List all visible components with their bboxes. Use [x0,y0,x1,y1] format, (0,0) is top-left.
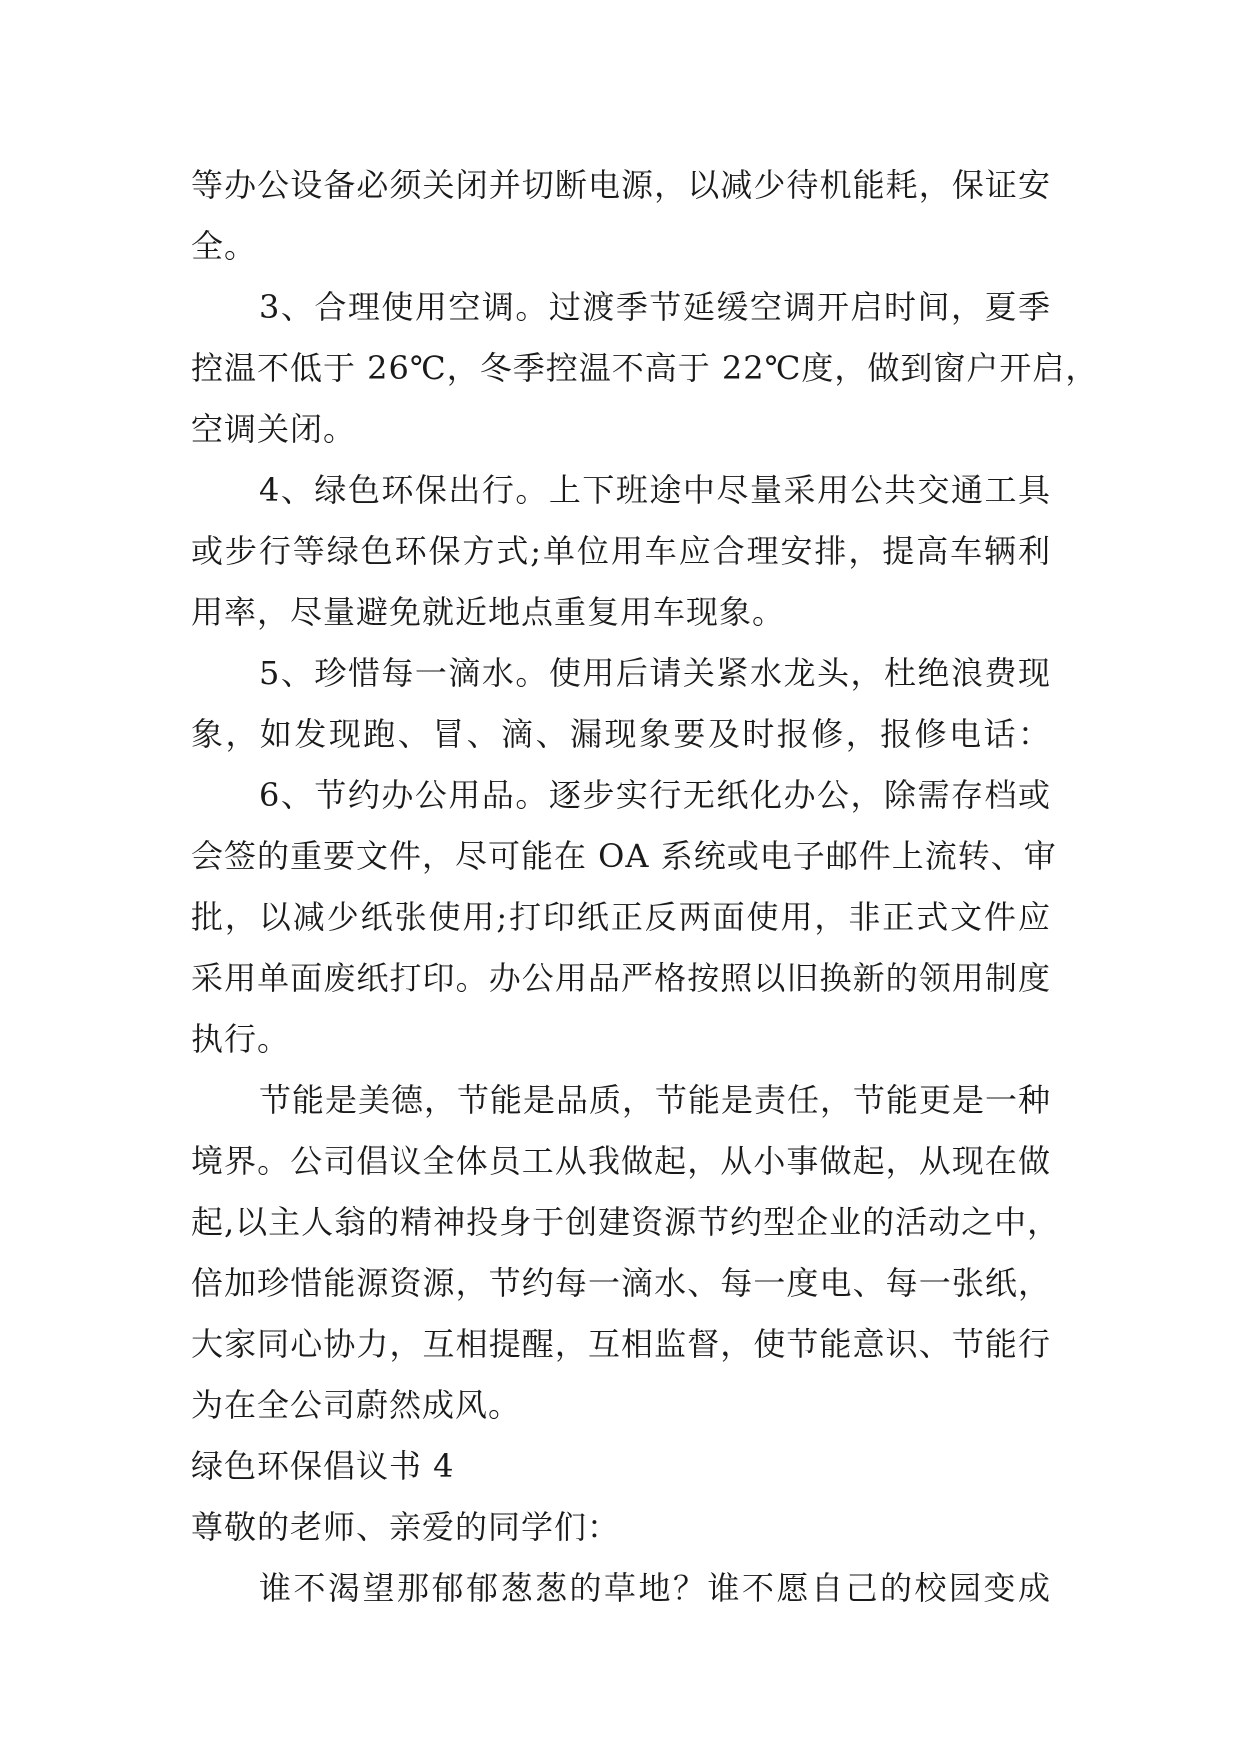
paragraph-start-line: 5、珍惜每一滴水。使用后请关紧水龙头，杜绝浪费现 [259,654,1051,692]
text-line: 空调关闭。 [191,410,357,448]
text-line: 或步行等绿色环保方式;单位用车应合理安排，提高车辆利 [191,532,1051,570]
paragraph-start-line: 6、节约办公用品。逐步实行无纸化办公，除需存档或 [259,776,1051,814]
document-page [191,155,1099,1619]
text-line: 采用单面废纸打印。办公用品严格按照以旧换新的领用制度 [191,959,1051,997]
text-line: 等办公设备必须关闭并切断电源，以减少待机能耗，保证安 [191,166,1051,204]
paragraph-start-line: 3、合理使用空调。过渡季节延缓空调开启时间，夏季 [259,288,1051,326]
text-line: 用率，尽量避免就近地点重复用车现象。 [191,593,786,631]
text-line: 全。 [191,227,258,265]
text-line: 象，如发现跑、冒、滴、漏现象要及时报修，报修电话： [191,715,1051,753]
text-line: 大家同心协力，互相提醒，互相监督，使节能意识、节能行 [191,1325,1051,1363]
text-line: 会签的重要文件，尽可能在 OA 系统或电子邮件上流转、审 [191,837,1057,875]
section-heading: 绿色环保倡议书 4 [191,1447,455,1485]
text-line: 为在全公司蔚然成风。 [191,1386,522,1424]
text-line: 境界。公司倡议全体员工从我做起，从小事做起，从现在做 [191,1142,1051,1180]
paragraph-start-line: 节能是美德，节能是品质，节能是责任，节能更是一种 [259,1081,1052,1119]
text-line: 起,以主人翁的精神投身于创建资源节约型企业的活动之中， [191,1203,1061,1241]
salutation: 尊敬的老师、亲爱的同学们： [191,1508,621,1546]
text-line: 控温不低于 26℃，冬季控温不高于 22℃度，做到窗户开启， [191,349,1099,387]
paragraph-start-line: 4、绿色环保出行。上下班途中尽量采用公共交通工具 [259,471,1051,509]
text-line: 执行。 [191,1020,291,1058]
text-line: 倍加珍惜能源资源，节约每一滴水、每一度电、每一张纸， [191,1264,1051,1302]
text-line: 批，以减少纸张使用;打印纸正反两面使用，非正式文件应 [191,898,1051,936]
paragraph-start-line: 谁不渴望那郁郁葱葱的草地？谁不愿自己的校园变成 [259,1569,1051,1607]
